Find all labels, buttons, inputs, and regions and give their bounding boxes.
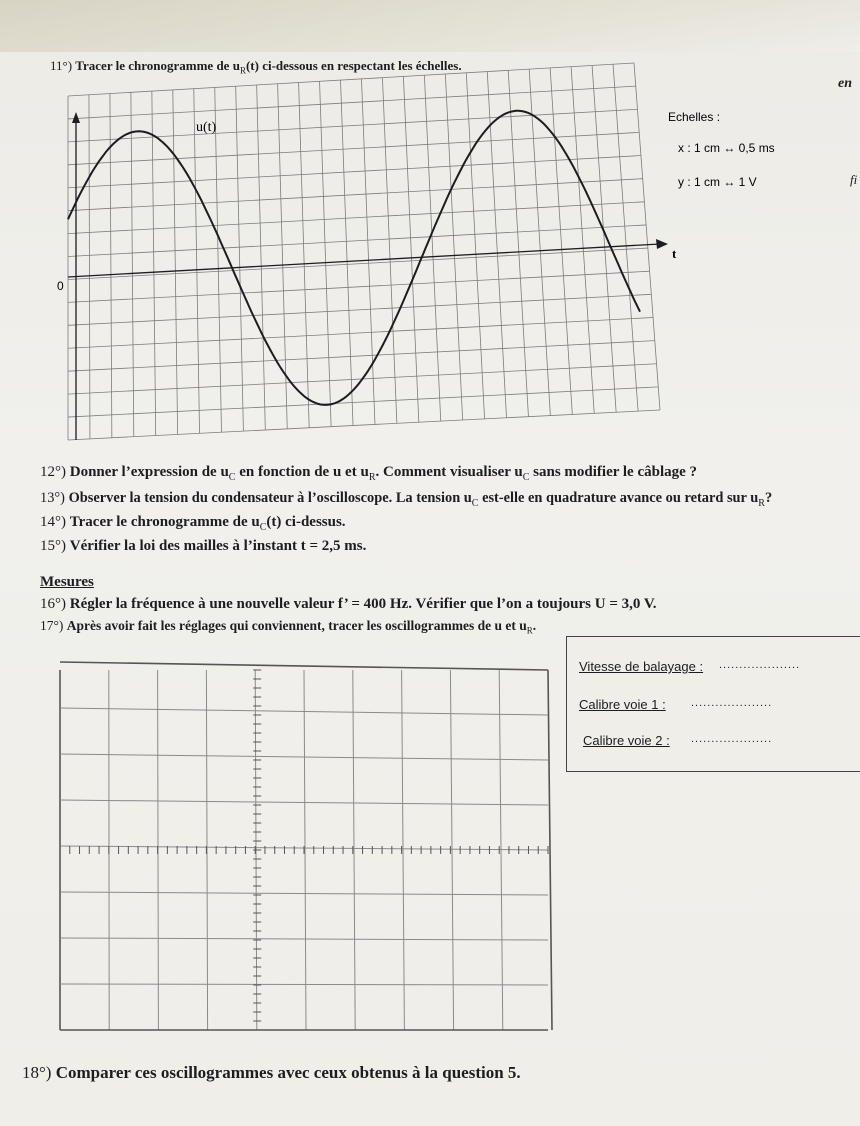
u-graph bbox=[0, 0, 860, 460]
question-17 bbox=[40, 618, 536, 636]
margin-mark-side: fi bbox=[850, 172, 858, 187]
q12-sub2: R bbox=[368, 472, 376, 483]
q12-sub1: C bbox=[228, 472, 236, 483]
u-graph-grid bbox=[68, 63, 660, 440]
q15-text: Vérifier la loi des mailles à l’instant t = 2,5 ms. bbox=[69, 538, 367, 554]
question-13 bbox=[40, 490, 772, 509]
q16-text: Régler la fréquence à une nouvelle valeur f’ = 400 Hz. Vérifier que l’on a toujours U = 3,0 V. bbox=[69, 596, 657, 612]
grid-h-line bbox=[68, 179, 643, 211]
grid-h-line bbox=[68, 156, 641, 188]
grid-v-line bbox=[320, 81, 332, 426]
q13-sub2: R bbox=[758, 497, 765, 509]
grid-v-line bbox=[424, 75, 440, 421]
oscilloscope-grid bbox=[60, 662, 552, 1030]
ch1-label: Calibre voie 1 : bbox=[579, 697, 666, 712]
q12-mid: en fonction de u et u bbox=[235, 464, 369, 480]
grid-v-line bbox=[382, 78, 396, 424]
sweep-label: Vitesse de balayage : bbox=[579, 659, 704, 674]
grid-v-line bbox=[550, 68, 572, 415]
grid-v-line bbox=[194, 89, 200, 434]
grid-v-line bbox=[508, 70, 528, 416]
question-15 bbox=[40, 538, 366, 555]
scales-title: Echelles : bbox=[668, 110, 721, 124]
question-14 bbox=[40, 514, 346, 533]
grid-h-line bbox=[68, 410, 660, 440]
q13-text: Observer la tension du condensateur à l’oscilloscope. La tension u bbox=[68, 490, 472, 506]
q12-sub3: C bbox=[522, 472, 530, 483]
q11-text: Tracer le chronogramme de u bbox=[75, 58, 240, 73]
q14-sub: C bbox=[259, 522, 267, 533]
grid-v-line bbox=[487, 72, 506, 418]
q13-number: 13°) bbox=[40, 490, 65, 506]
grid-h-line bbox=[68, 248, 648, 279]
oscilloscope-screen bbox=[0, 640, 860, 1060]
margin-mark-top: en bbox=[838, 76, 852, 91]
q16-number: 16°) bbox=[40, 596, 66, 612]
q11-tail: (t) ci-dessous en respectant les échelles. bbox=[245, 58, 462, 73]
q13-end: ? bbox=[764, 490, 773, 506]
grid-v-line bbox=[89, 95, 90, 439]
grid-v-line bbox=[403, 76, 418, 422]
grid-v-line bbox=[592, 65, 616, 412]
grid-v-line bbox=[257, 85, 266, 430]
x-axis bbox=[68, 244, 660, 277]
question-18 bbox=[22, 1063, 521, 1083]
osc-h-line bbox=[60, 892, 548, 895]
q15-number: 15°) bbox=[40, 538, 66, 554]
sweep-blank[interactable]: .................... bbox=[719, 659, 801, 671]
q12-tail2: sans modifier le câblage ? bbox=[529, 464, 698, 480]
scale-y: y : 1 cm ↔ 1 V bbox=[678, 175, 757, 189]
q14-tail: (t) ci-dessus. bbox=[266, 514, 346, 530]
grid-h-line bbox=[68, 387, 658, 417]
grid-v-line bbox=[361, 79, 374, 425]
x-axis-label: t bbox=[672, 246, 677, 261]
question-16 bbox=[40, 596, 657, 613]
q11-number: 11°) bbox=[50, 58, 73, 73]
grid-v-line bbox=[445, 74, 462, 420]
osc-h-line bbox=[60, 938, 548, 940]
osc-h-line bbox=[60, 984, 548, 985]
q13-sub: C bbox=[471, 497, 479, 509]
grid-h-line bbox=[68, 317, 653, 348]
grid-v-line bbox=[634, 63, 660, 410]
grid-v-line bbox=[613, 64, 638, 411]
grid-h-line bbox=[68, 225, 646, 257]
y-axis-arrow bbox=[72, 112, 80, 123]
q17-sub: R bbox=[526, 625, 533, 636]
q17-end: . bbox=[532, 618, 537, 633]
grid-v-line bbox=[152, 91, 156, 435]
grid-h-line bbox=[68, 341, 655, 372]
q11-sub: R bbox=[239, 65, 246, 76]
mesures-text: Mesures bbox=[40, 574, 94, 590]
scale-x: x : 1 cm ↔ 0,5 ms bbox=[678, 141, 775, 155]
grid-h-line bbox=[68, 271, 650, 302]
grid-v-line bbox=[299, 83, 310, 428]
q17-text: Après avoir fait les réglages qui conviennent, tracer les oscillogrammes de u et u bbox=[66, 618, 527, 633]
q12-number: 12°) bbox=[40, 464, 66, 480]
grid-h-line bbox=[68, 294, 651, 325]
grid-v-line bbox=[341, 80, 354, 425]
ch2-label: Calibre voie 2 : bbox=[583, 733, 670, 748]
q18-text: Comparer ces oscillogrammes avec ceux obtenus à la question 5. bbox=[55, 1063, 521, 1082]
origin-label: 0 bbox=[57, 279, 64, 293]
q12-text: Donner l’expression de u bbox=[69, 464, 229, 480]
grid-v-line bbox=[236, 86, 244, 431]
q14-number: 14°) bbox=[40, 514, 66, 530]
q14-text: Tracer le chronogramme de u bbox=[69, 514, 260, 530]
x-axis-arrow bbox=[656, 239, 668, 249]
grid-h-line bbox=[68, 202, 644, 234]
question-12 bbox=[40, 464, 697, 483]
grid-v-line bbox=[215, 87, 222, 432]
ch1-blank[interactable]: .................... bbox=[691, 697, 773, 709]
grid-v-line bbox=[131, 92, 134, 436]
mesures-heading bbox=[40, 574, 94, 591]
q17-number: 17°) bbox=[40, 618, 64, 633]
y-axis-label: u(t) bbox=[196, 120, 217, 135]
ch2-blank[interactable]: .................... bbox=[691, 733, 773, 745]
grid-v-line bbox=[466, 73, 484, 419]
osc-h-line bbox=[60, 662, 548, 670]
osc-h-line bbox=[60, 800, 548, 805]
q18-number: 18°) bbox=[22, 1063, 52, 1082]
grid-v-line bbox=[173, 90, 178, 435]
grid-v-line bbox=[571, 67, 594, 414]
q13-tail: est-elle en quadrature avance ou retard sur u bbox=[478, 490, 759, 506]
osc-v-line bbox=[548, 670, 552, 1030]
q12-tail: . Comment visualiser u bbox=[375, 464, 523, 480]
